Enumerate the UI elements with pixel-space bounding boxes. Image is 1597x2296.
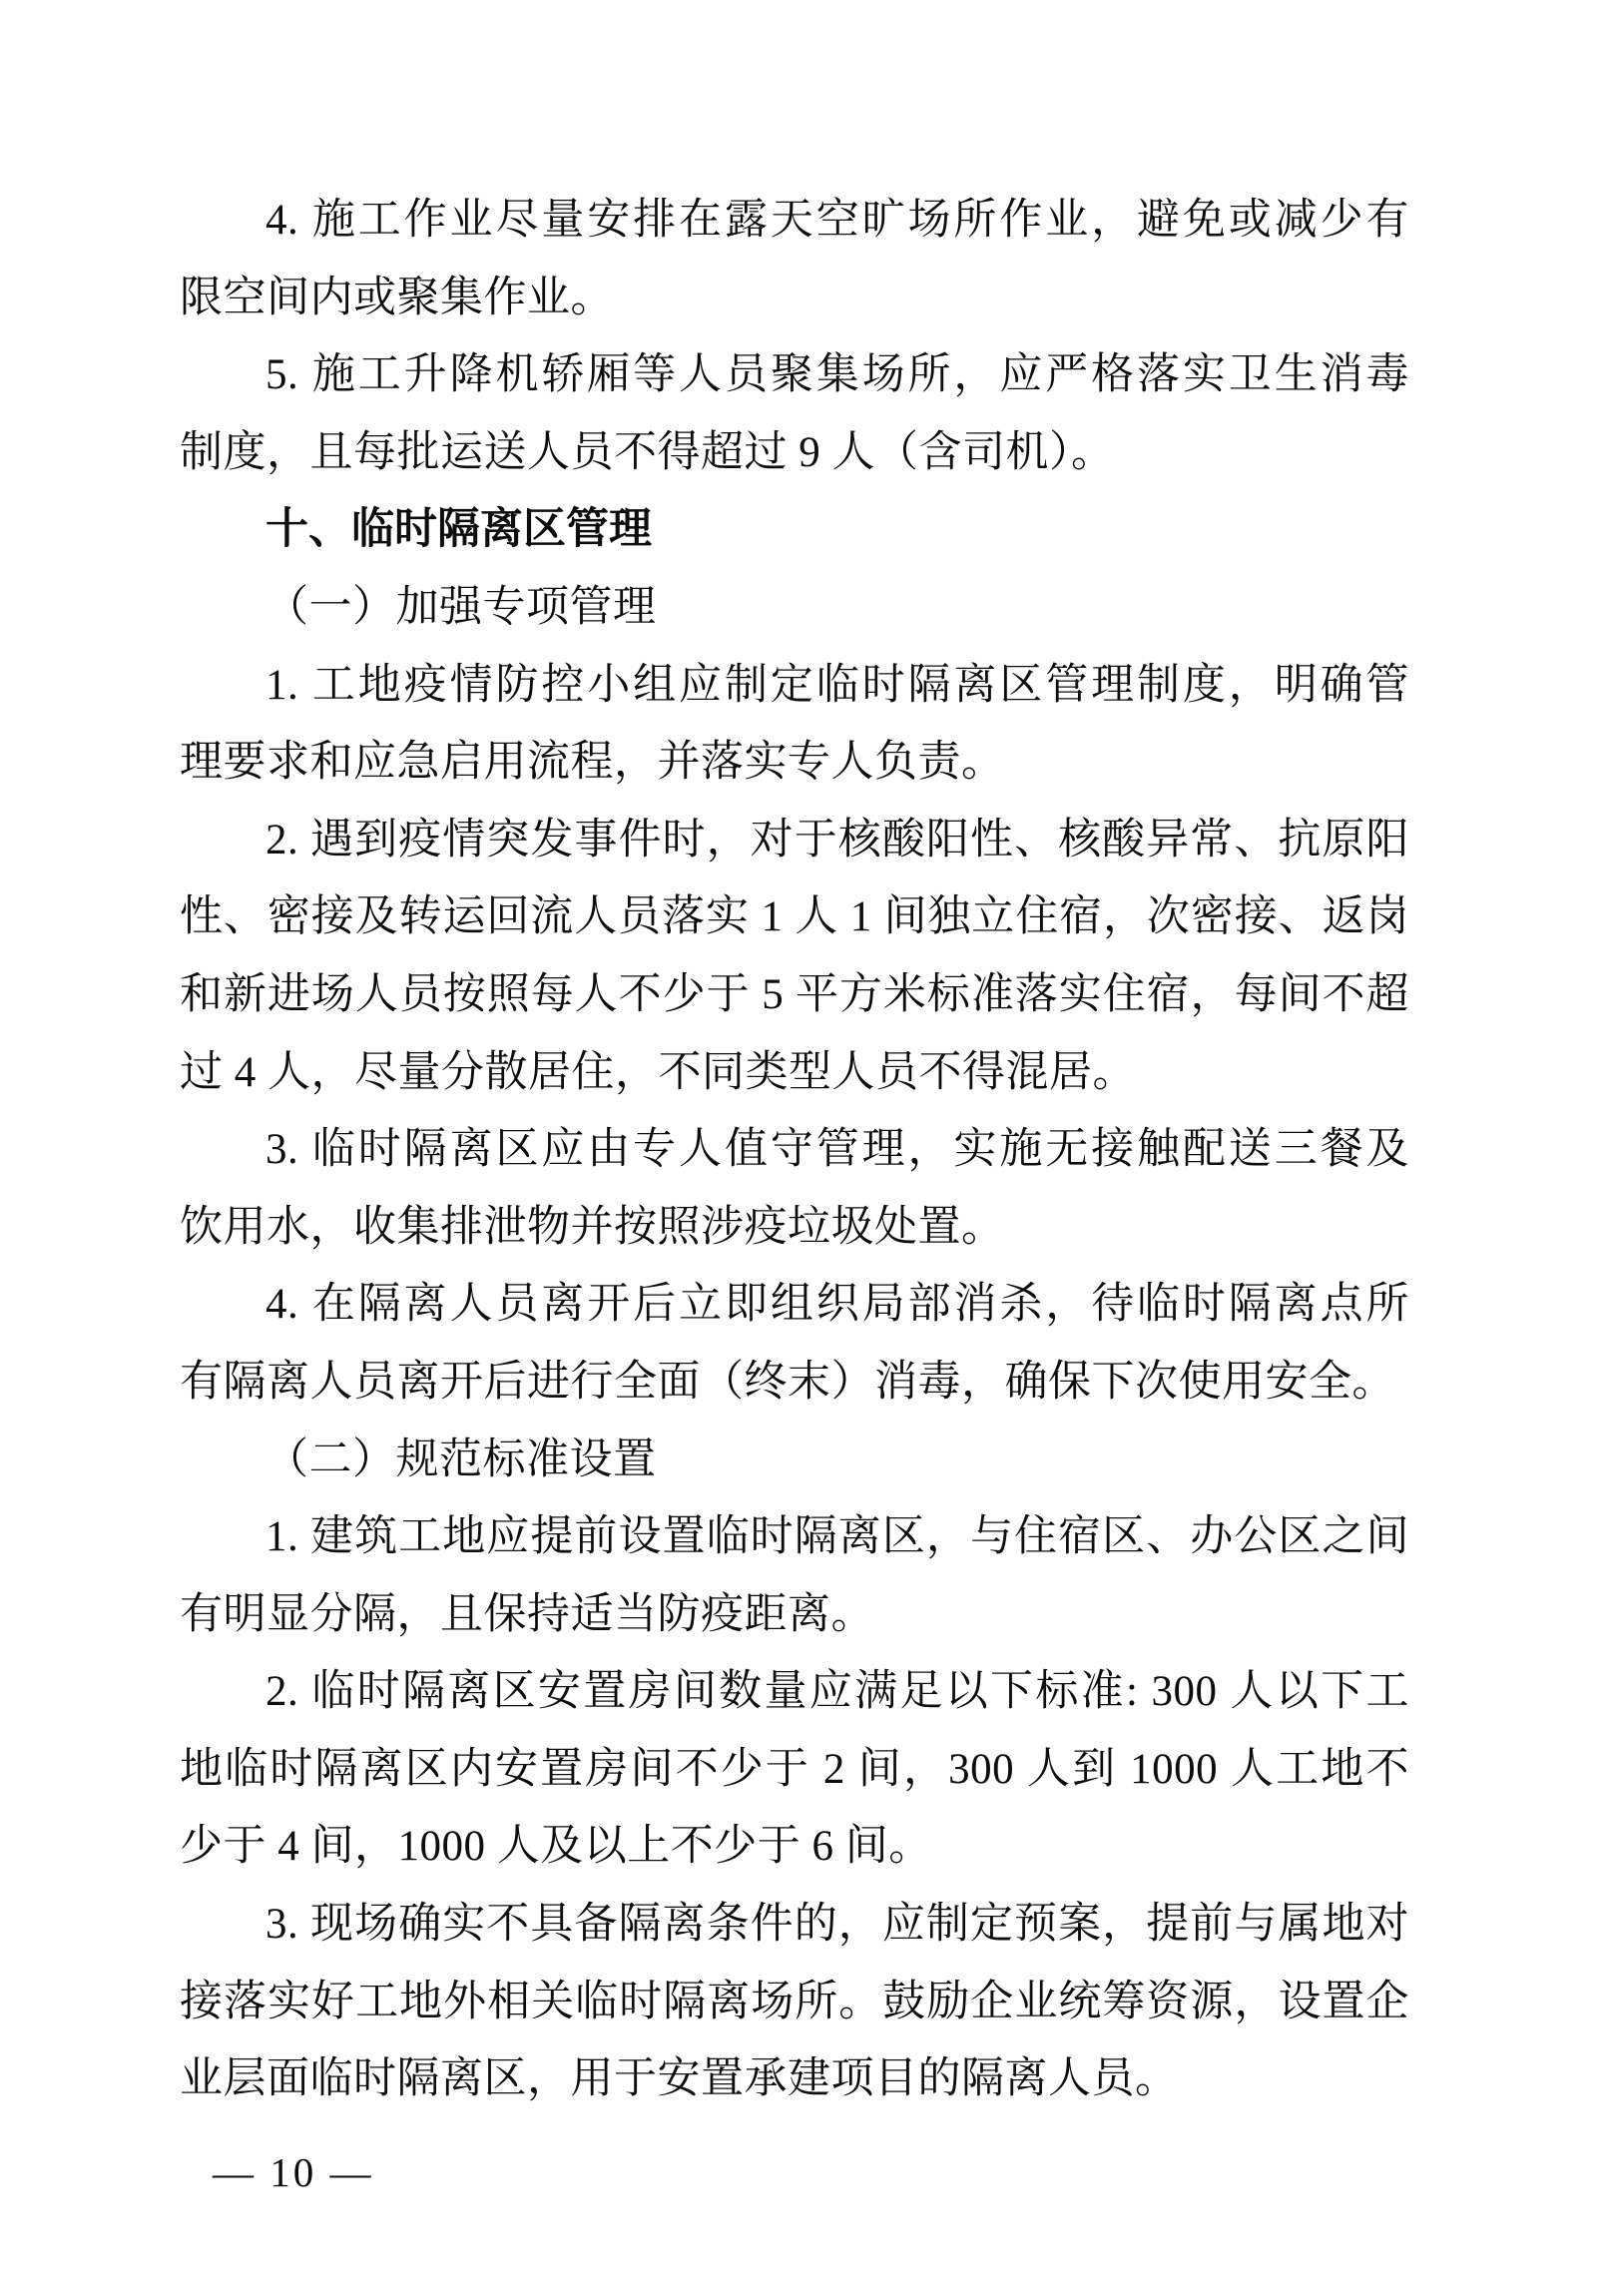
body-text-line: 少于 4 间，1000 人及以上不少于 6 间。 — [180, 1823, 932, 1871]
section-heading — [180, 491, 1409, 569]
paragraph — [180, 182, 1409, 336]
paragraph — [180, 1266, 1409, 1421]
body-text-line: 饮用水，收集排泄物并按照涉疫垃圾处置。 — [180, 1203, 1005, 1251]
paragraph — [180, 336, 1409, 491]
subsection-heading — [180, 569, 1409, 647]
body-text-line: 和新进场人员按照每人不少于 5 平方米标准落实住宿，每间不超 — [180, 970, 1409, 1018]
paragraph — [180, 802, 1409, 1111]
body-text-line: 制度，且每批运送人员不得超过 9 人（含司机）。 — [180, 428, 1115, 476]
body-text-line: 接落实好工地外相关临时隔离场所。鼓励企业统筹资源，设置企 — [180, 1978, 1409, 2025]
subheading-text-line: （二）规范标准设置 — [266, 1435, 657, 1483]
body-text-line: 2. 遇到疫情突发事件时，对于核酸阳性、核酸异常、抗原阳 — [266, 816, 1409, 863]
body-text-line: 3. 临时隔离区应由专人值守管理，实施无接触配送三餐及 — [266, 1126, 1409, 1174]
paragraph — [180, 1886, 1409, 2118]
body-text-line: 4. 施工作业尽量安排在露天空旷场所作业，避免或减少有 — [266, 197, 1409, 244]
body-text-line: 5. 施工升降机轿厢等人员聚集场所，应严格落实卫生消毒 — [266, 351, 1409, 399]
body-text-line: 3. 现场确实不具备隔离条件的，应制定预案，提前与属地对 — [266, 1901, 1409, 1949]
paragraph — [180, 1653, 1409, 1886]
page-number: — 10 — — [213, 2149, 374, 2195]
body-text-line: 2. 临时隔离区安置房间数量应满足以下标准: 300 人以下工 — [266, 1668, 1409, 1716]
body-text-line: 限空间内或聚集作业。 — [180, 274, 614, 321]
body-text-line: 有隔离人员离开后进行全面（终末）消毒，确保下次使用安全。 — [180, 1358, 1395, 1406]
body-text-line: 4. 在隔离人员离开后立即组织局部消杀，待临时隔离点所 — [266, 1281, 1409, 1329]
body-text-line: 理要求和应急启用流程，并落实专人负责。 — [180, 739, 1005, 787]
body-text-line: 有明显分隔，且保持适当防疫距离。 — [180, 1590, 874, 1638]
body-text-line: 1. 工地疫情防控小组应制定临时隔离区管理制度，明确管 — [266, 661, 1409, 709]
subsection-heading — [180, 1422, 1409, 1499]
document-body — [180, 182, 1409, 2118]
body-text-line: 地临时隔离区内安置房间不少于 2 间，300 人到 1000 人工地不 — [180, 1745, 1409, 1793]
paragraph — [180, 1111, 1409, 1266]
body-text-line: 1. 建筑工地应提前设置临时隔离区，与住宿区、办公区之间 — [266, 1513, 1409, 1561]
body-text-line: 业层面临时隔离区，用于安置承建项目的隔离人员。 — [180, 2055, 1179, 2103]
paragraph — [180, 1498, 1409, 1653]
body-text-line: 性、密接及转运回流人员落实 1 人 1 间独立住宿，次密接、返岗 — [180, 893, 1409, 941]
heading-text-line: 十、临时隔离区管理 — [266, 505, 652, 554]
subheading-text-line: （一）加强专项管理 — [266, 583, 657, 631]
body-text-line: 过 4 人，尽量分散居住，不同类型人员不得混居。 — [180, 1048, 1136, 1096]
paragraph — [180, 647, 1409, 802]
